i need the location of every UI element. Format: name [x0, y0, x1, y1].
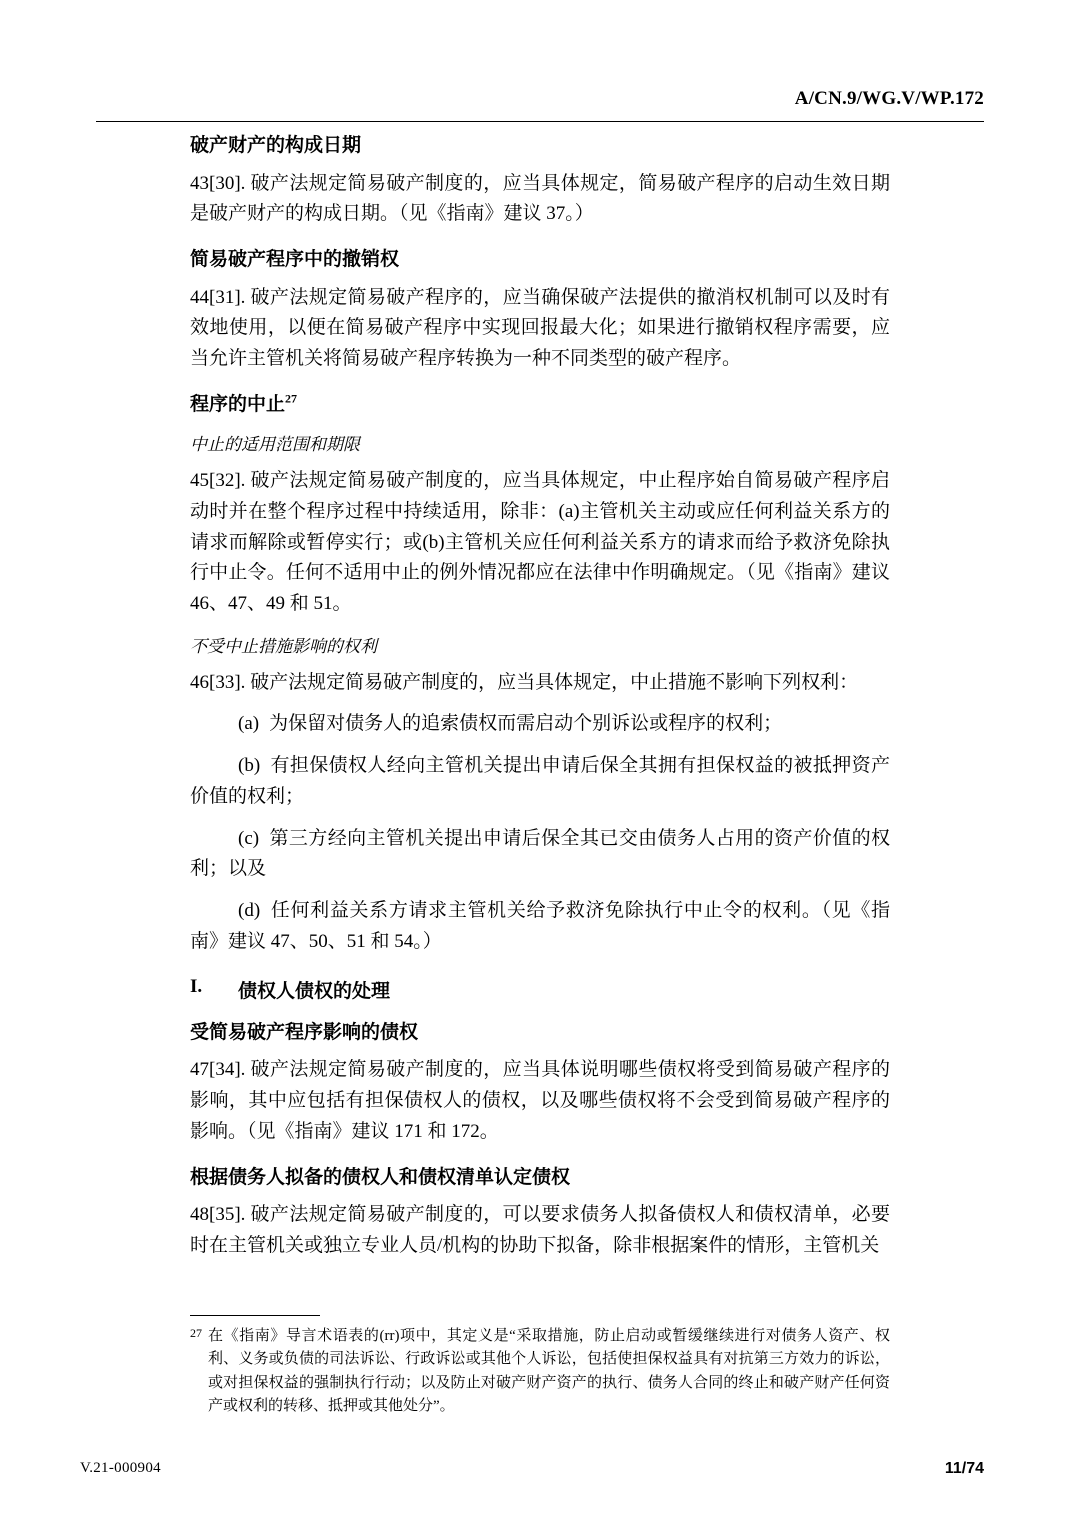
footnote-divider — [190, 1315, 320, 1316]
list-item-b-text: 有担保债权人经向主管机关提出申请后保全其拥有担保权益的被抵押资产价值的权利； — [190, 755, 890, 807]
page-header — [96, 88, 984, 122]
subheading-scope-and-duration: 中止的适用范围和期限 — [190, 435, 360, 455]
document-number: V.21-000904 — [80, 1460, 161, 1476]
paragraph-44: 44[31]. 破产法规定简易破产程序的，应当确保破产法提供的撤消权机制可以及时有效地使用，以便在简易破产程序中实现回报最大化；如果进行撤销权程序需要，应当允许主管机关将简易破产程序转换为一种不同类型的破产程序。 — [190, 286, 890, 370]
heading-estate-constitution-date: 破产财产的构成日期 — [190, 135, 362, 156]
list-item-a-text: 为保留对债务人的追索债权而需启动个别诉讼或程序的权利； — [269, 713, 783, 735]
list-item-c-text: 第三方经向主管机关提出申请后保全其已交由债务人占用的资产价值的权利；以及 — [190, 827, 890, 880]
list-item-a — [190, 709, 890, 740]
document-symbol: A/CN.9/WG.V/WP.172 — [794, 88, 984, 109]
heading-admission-based-on-debtor-list: 根据债务人拟备的债权人和债权清单认定债权 — [190, 1166, 571, 1188]
list-item-c — [190, 824, 890, 886]
list-item-d — [190, 896, 890, 958]
heading-claims-affected: 受简易破产程序影响的债权 — [190, 1021, 419, 1043]
list-item-b-label: (b) — [238, 755, 261, 777]
paragraph-47: 47[34]. 破产法规定简易破产制度的，应当具体说明哪些债权将受到简易破产程序的影响，其中应包括有担保债权人的债权，以及哪些债权将不会受到简易破产程序的影响。（见《指南》建议 171 和 172。 — [190, 1059, 890, 1142]
section-number: I. — [190, 975, 203, 997]
footnote-block — [190, 1315, 890, 1418]
page-number: 11/74 — [944, 1460, 984, 1477]
list-item-a-label: (a) — [238, 713, 260, 735]
footnote-27 — [190, 1325, 890, 1418]
footnote-text: 在《指南》导言术语表的(rr)项中，其定义是“采取措施，防止启动或暂缓继续进行对债务人资产、权利、义务或负债的司法诉讼、行政诉讼或其他个人诉讼，包括使担保权益具有对抗第三方效力的诉讼，或对担保权益的强制执行行动；以及防止对破产财产资产的执行、债务人合同的终止和破产财产任何资产或权利的转移、抵押或其他处分”。 — [208, 1328, 890, 1414]
list-item-d-text: 任何利益关系方请求主管机关给予救济免除执行中止令的权利。（见《指南》建议 47、50、51 和 54。） — [190, 900, 890, 952]
list-item-c-label: (c) — [238, 827, 260, 849]
header-divider — [96, 121, 984, 122]
section-title: 债权人债权的处理 — [238, 980, 391, 1002]
paragraph-43: 43[30]. 破产法规定简易破产制度的，应当具体规定，简易破产程序的启动生效日期是破产财产的构成日期。（见《指南》建议 37。） — [190, 172, 890, 225]
list-item-b — [190, 751, 890, 813]
section-heading-treatment-of-claims — [190, 976, 890, 1003]
document-body — [190, 130, 890, 1273]
paragraph-48: 48[35]. 破产法规定简易破产制度的，可以要求债务人拟备债权人和债权清单，必要时在主管机关或独立专业人员/机构的协助下拟备，除非根据案件的情形，主管机关 — [190, 1204, 890, 1256]
paragraph-45: 45[32]. 破产法规定简易破产制度的，应当具体规定，中止程序始自简易破产程序启动时并在整个程序过程中持续适用，除非：(a)主管机关主动或应任何利益关系方的请求而解除或暂停实行；或(b)主管机关应任何利益关系方的请求而给予救济免除执行中止令。任何不适用中止的例外情况都应在法律中作明确规定。（见《指南》建议 46、47、49 和 51。 — [190, 470, 890, 615]
footnote-number: 27 — [190, 1326, 202, 1340]
heading-stay-of-proceedings — [190, 391, 890, 419]
footnote-marker-27: 27 — [285, 391, 298, 406]
heading-avoidance-powers: 简易破产程序中的撤销权 — [190, 249, 400, 271]
subheading-rights-not-affected: 不受中止措施影响的权利 — [190, 636, 377, 656]
heading-stay-label: 程序的中止 — [190, 393, 286, 415]
page-footer — [80, 1460, 984, 1480]
paragraph-46: 46[33]. 破产法规定简易破产制度的，应当具体规定，中止措施不影响下列权利： — [190, 671, 859, 693]
list-item-d-label: (d) — [238, 900, 261, 922]
